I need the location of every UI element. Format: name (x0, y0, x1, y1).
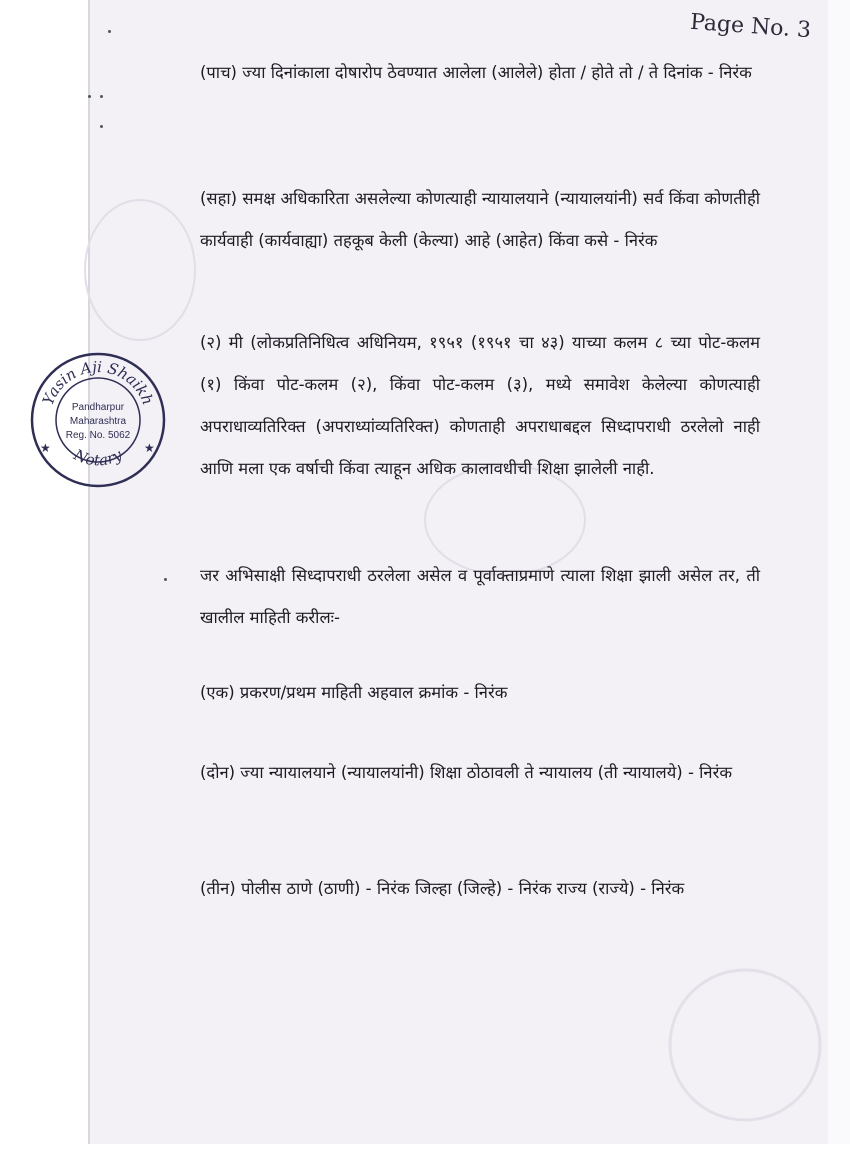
court-name: (दोन) ज्या न्यायालयाने (न्यायालयांनी) शिक्षा ठोठावली ते न्यायालय (ती न्यायालये) - निरंक (200, 763, 733, 782)
police-station-district-state: (तीन) पोलीस ठाणे (ठाणी) - निरंक जिल्हा (जिल्हे) - निरंक राज्य (राज्ये) - निरंक (200, 879, 685, 898)
stamp-state: Maharashtra (69, 416, 127, 427)
stamp-reg: Reg. No. 5062 (65, 430, 131, 441)
stamp-name: Yasin Aji Shaikh (38, 357, 158, 408)
bottom-margin (88, 1144, 850, 1169)
scan-dot (88, 95, 91, 98)
star-icon: ★ (40, 441, 51, 455)
scan-dot (100, 125, 103, 128)
conviction-intro: जर अभिसाक्षी सिध्दापराधी ठरलेला असेल व पूर्वाक्ताप्रमाणे त्याला शिक्षा झाली असेल तर, ती खालील माहिती करीलः- (200, 566, 760, 627)
scan-dot (108, 30, 111, 33)
ghost-stamp-icon (80, 195, 200, 345)
page-number: Page No. 3 (689, 9, 812, 44)
stamp-place: Pandharpur (71, 402, 125, 413)
clause-two-declaration: (२) मी (लोकप्रतिनिधित्व अधिनियम, १९५१ (१९५१ चा ४३) याच्या कलम ८ च्या पोट-कलम (१) किंवा पोट-कलम (२), किंवा पोट-कलम (३), मध्ये समावेश केलेल्या कोणत्याही अपराधाव्यतिरिक्त (अपराध्यांव्यतिरिक्त) कोणताही अपराधाबद्दल सिध्दापराधी ठरलेलो नाही आणि मला एक वर्षाची किंवा त्याहून अधिक कालावधीची शिक्षा झालेली नाही. (200, 333, 760, 478)
case-fir-number: (एक) प्रकरण/प्रथम माहिती अहवाल क्रमांक - निरंक (200, 683, 508, 702)
left-margin (0, 0, 88, 1169)
scan-dot (164, 578, 167, 581)
star-icon: ★ (144, 441, 155, 455)
ghost-seal-bottom-icon (660, 960, 830, 1130)
svg-text:Yasin Aji Shaikh (39, 358, 157, 408)
scan-dot (100, 95, 103, 98)
right-margin (828, 0, 850, 1144)
svg-text:Notary (70, 445, 125, 469)
notary-stamp (28, 350, 168, 490)
stamp-title: Notary (71, 445, 125, 470)
clause-six: (सहा) समक्ष अधिकारिता असलेल्या कोणत्याही न्यायालयाने (न्यायालयांनी) सर्व किंवा कोणतीही कार्यवाही (कार्यवाह्या) तहकूब केली (केल्या) आहे (आहेत) किंवा कसे - निरंक (200, 189, 760, 250)
clause-five: (पाच) ज्या दिनांकाला दोषारोप ठेवण्यात आलेला (आलेले) होता / होते तो / ते दिनांक - निरंक (200, 63, 752, 82)
